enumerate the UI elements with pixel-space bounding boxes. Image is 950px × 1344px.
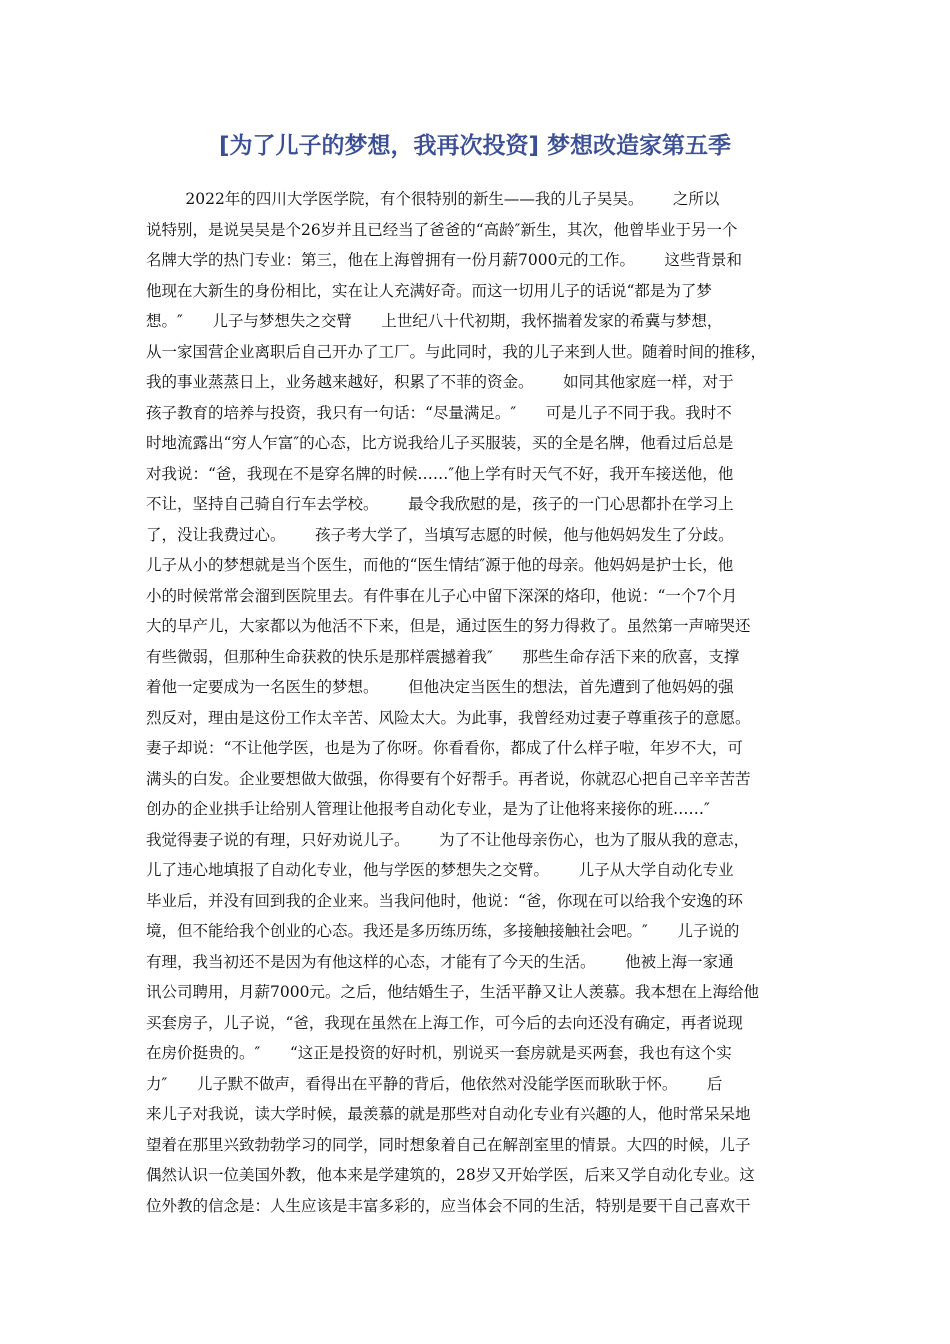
body-line: 望着在那里兴致勃勃学习的同学，同时想象着自己在解剖室里的情景。大四的时候，儿子	[146, 1135, 751, 1154]
body-line: 他现在大新生的身份相比，实在让人充满好奇。而这一切用儿子的话说“都是为了梦	[146, 281, 712, 300]
body-line: 在房价挺贵的。″ “这正是投资的好时机，别说买一套房就是买两套，我也有这个实	[146, 1044, 732, 1062]
body-line: 孩子教育的培养与投资，我只有一句话：“尽量满足。″ 可是儿子不同于我。我时不	[146, 403, 732, 422]
body-line: 我觉得妻子说的有理，只好劝说儿子。 为了不让他母亲伤心，也为了服从我的意志，	[146, 830, 750, 849]
body-line: 儿了违心地填报了自动化专业，他与学医的梦想失之交臂。 儿子从大学自动化专业	[146, 861, 734, 879]
body-line: 小的时候常常会溜到医院里去。有件事在儿子心中留下深深的烙印，他说：“一个7个月	[146, 586, 738, 605]
body-line: 位外教的信念是：人生应该是丰富多彩的，应当体会不同的生活，特别是要干自己喜欢干	[146, 1196, 751, 1215]
body-line: 名牌大学的热门专业：第三，他在上海曾拥有一份月薪7000元的工作。 这些背景和	[146, 251, 743, 269]
document-title: [为了儿子的梦想，我再次投资] 梦想改造家第五季	[218, 133, 732, 159]
body-line: 想。″ 儿子与梦想失之交臂 上世纪八十代初期，我怀揣着发家的希冀与梦想，	[146, 312, 723, 330]
body-line: 有理，我当初还不是因为有他这样的心态，才能有了今天的生活。 他被上海一家通	[146, 952, 734, 971]
body-line: 创办的企业拱手让给别人管理让他报考自动化专业，是为了让他将来接你的班……″	[146, 800, 710, 818]
body-line: 烈反对，理由是这份工作太辛苦、风险太大。为此事，我曾经劝过妻子尊重孩子的意愿。	[146, 708, 751, 727]
body-line: 从一家国营企业离职后自己开办了工厂。与此同时，我的儿子来到人世。随着时间的推移，	[146, 342, 767, 361]
body-line: 境，但不能给我个创业的心态。我还是多历练历练，多接触接触社会吧。″ 儿子说的	[146, 922, 740, 940]
body-line: 对我说：“爸，我现在不是穿名牌的时候……″他上学有时天气不好，我开车接送他，他	[146, 464, 734, 483]
body-line: 儿子从小的梦想就是当个医生，而他的“医生情结″源于他的母亲。他妈妈是护士长，他	[146, 556, 734, 574]
body-line: 买套房子，儿子说，“爸，我现在虽然在上海工作，可今后的去向还没有确定，再者说现	[146, 1013, 743, 1032]
document-body	[146, 184, 806, 1221]
body-line: 偶然认识一位美国外教，他本来是学建筑的，28岁又开始学医，后来又学自动化专业。这	[146, 1166, 755, 1184]
body-line: 妻子却说：“不让他学医，也是为了你呀。你看看你，都成了什么样子啦，年岁不大，可	[146, 739, 743, 757]
body-line: 来儿子对我说，读大学时候，最羡慕的就是那些对自动化专业有兴趣的人，他时常呆呆地	[146, 1105, 751, 1123]
body-line: 大的早产儿，大家都以为他活不下来，但是，通过医生的努力得救了。虽然第一声啼哭还	[146, 617, 751, 635]
body-line: 时地流露出“穷人乍富″的心态，比方说我给儿子买服装，买的全是名牌，他看过后总是	[146, 434, 734, 452]
body-line: 我的事业蒸蒸日上，业务越来越好，积累了不菲的资金。 如同其他家庭一样，对于	[146, 373, 734, 391]
body-line: 着他一定要成为一名医生的梦想。 但他决定当医生的想法，首先遭到了他妈妈的强	[146, 678, 734, 696]
body-line: 了，没让我费过心。 孩子考大学了，当填写志愿的时候，他与他妈妈发生了分歧。	[146, 525, 734, 544]
body-line: 毕业后，并没有回到我的企业来。当我问他时，他说：“爸，你现在可以给我个安逸的环	[146, 891, 743, 910]
body-line: 有些微弱，但那种生命获救的快乐是那样震撼着我″ 那些生命存活下来的欣喜，支撑	[146, 647, 740, 666]
body-line: 力″ 儿子默不做声，看得出在平静的背后，他依然对没能学医而耿耿于怀。 后	[146, 1074, 723, 1093]
body-line: 满头的白发。企业要想做大做强，你得要有个好帮手。再者说，你就忍心把自己辛辛苦苦	[146, 769, 751, 788]
body-line: 说特别，是说吴吴是个26岁并且已经当了爸爸的“高龄″新生，其次，他曾毕业于另一个	[146, 220, 738, 239]
body-line: 讯公司聘用，月薪7000元。之后，他结婚生子，生活平静又让人羡慕。我本想在上海给他	[146, 983, 759, 1001]
body-line: 2022年的四川大学医学院，有个很特别的新生——我的儿子吴吴。 之所以	[146, 190, 720, 208]
body-line: 不让，坚持自己骑自行车去学校。 最令我欣慰的是，孩子的一门心思都扑在学习上	[146, 495, 734, 513]
